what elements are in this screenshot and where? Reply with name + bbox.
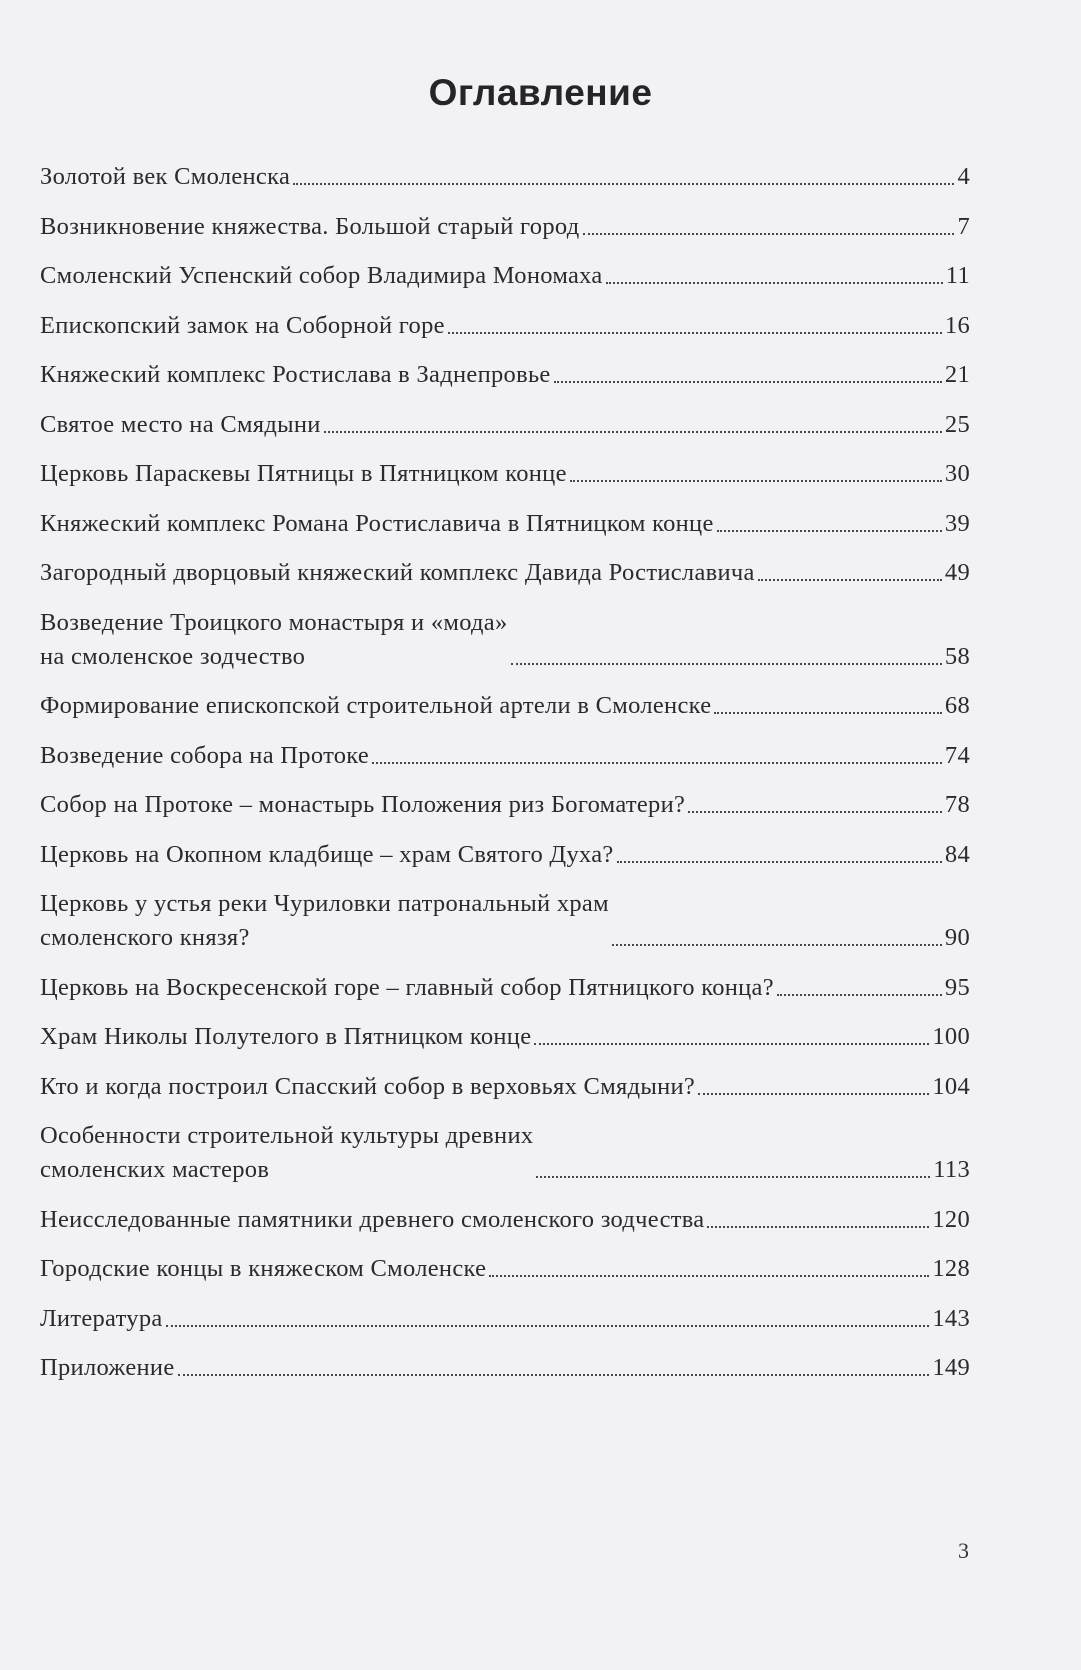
- toc-entry-title: Формирование епископской строительной артели в Смоленске: [40, 692, 712, 719]
- table-of-contents: [40, 160, 970, 1401]
- toc-entry-page: 113: [933, 1156, 970, 1183]
- toc-entry-page: 149: [932, 1354, 970, 1381]
- dot-leader: [489, 1275, 929, 1277]
- dot-leader: [606, 282, 943, 284]
- toc-entry-title: Церковь на Окопном кладбище – храм Святого Духа?: [40, 840, 614, 868]
- toc-entry: [40, 739, 970, 773]
- toc-entry-page: 95: [944, 973, 970, 1001]
- toc-entry-title: Храм Николы Полутелого в Пятницком конце: [40, 1023, 532, 1050]
- toc-entry-title: Епископский замок на Соборной горе: [40, 311, 445, 339]
- dot-leader: [698, 1093, 929, 1095]
- toc-entry-title: Княжеский комплекс Романа Ростиславича в Пятницком конце: [40, 509, 714, 537]
- toc-entry-title: Особенности строительной культуры древних смоленских мастеров: [40, 1122, 534, 1183]
- toc-entry-page: 74: [944, 741, 970, 769]
- toc-entry: [40, 1203, 970, 1237]
- toc-entry-page: 143: [932, 1304, 970, 1332]
- toc-entry-title: Приложение: [40, 1354, 175, 1381]
- dot-leader: [617, 861, 942, 863]
- dot-leader: [554, 381, 942, 383]
- toc-entry: [40, 606, 970, 674]
- toc-entry: [40, 1351, 970, 1385]
- dot-leader: [324, 431, 942, 433]
- toc-entry-page: 100: [932, 1023, 970, 1050]
- toc-entry-page: 58: [944, 642, 970, 670]
- dot-leader: [536, 1176, 930, 1178]
- toc-entry-page: 39: [944, 509, 970, 537]
- toc-entry: [40, 788, 970, 822]
- dot-leader: [372, 762, 942, 764]
- toc-entry: [40, 309, 970, 343]
- toc-entry: [40, 689, 970, 723]
- toc-entry: [40, 210, 970, 244]
- toc-entry-page: 68: [944, 692, 970, 719]
- toc-entry-title: Смоленский Успенский собор Владимира Мономаха: [40, 262, 603, 289]
- toc-entry: [40, 160, 970, 194]
- dot-leader: [293, 183, 954, 185]
- toc-entry-page: 49: [944, 559, 970, 586]
- page-title: Оглавление: [428, 72, 653, 113]
- dot-leader: [688, 811, 942, 813]
- toc-entry-page: 21: [944, 361, 970, 388]
- toc-entry-title: Неисследованные памятники древнего смоленского зодчества: [40, 1205, 705, 1233]
- toc-entry-page: 7: [957, 212, 970, 240]
- page-number: 3: [958, 1538, 969, 1563]
- toc-entry: [40, 1119, 970, 1187]
- toc-entry-page: 84: [944, 840, 970, 868]
- dot-leader: [448, 332, 942, 334]
- toc-entry-page: 120: [932, 1205, 970, 1233]
- toc-entry-title: Церковь Параскевы Пятницы в Пятницком конце: [40, 460, 567, 487]
- dot-leader: [583, 233, 955, 235]
- toc-entry-page: 90: [944, 924, 970, 951]
- toc-entry: [40, 259, 970, 293]
- toc-entry-title: Городские концы в княжеском Смоленске: [40, 1255, 487, 1282]
- dot-leader: [511, 663, 942, 665]
- dot-leader: [717, 530, 942, 532]
- toc-entry: [40, 1020, 970, 1054]
- toc-entry: [40, 1070, 970, 1104]
- toc-entry-title: Возведение Троицкого монастыря и «мода» на смоленское зодчество: [40, 608, 508, 670]
- toc-entry: [40, 1252, 970, 1286]
- toc-entry: [40, 457, 970, 491]
- toc-entry-page: 11: [945, 262, 970, 289]
- toc-entry-title: Церковь на Воскресенской горе – главный собор Пятницкого конца?: [40, 973, 774, 1001]
- toc-entry: [40, 507, 970, 541]
- toc-entry: [40, 838, 970, 872]
- dot-leader: [707, 1226, 929, 1228]
- toc-entry: [40, 971, 970, 1005]
- toc-entry-title: Золотой век Смоленска: [40, 163, 291, 190]
- toc-entry-page: 104: [932, 1072, 970, 1100]
- toc-entry-title: Церковь у устья реки Чуриловки патрональный храм смоленского князя?: [40, 890, 609, 951]
- toc-entry-title: Возникновение княжества. Большой старый город: [40, 212, 580, 240]
- toc-entry-title: Загородный дворцовый княжеский комплекс Давида Ростиславича: [40, 559, 755, 586]
- toc-entry-title: Княжеский комплекс Ростислава в Заднепровье: [40, 361, 551, 388]
- dot-leader: [714, 712, 942, 714]
- toc-entry-page: 16: [944, 311, 970, 339]
- toc-entry-title: Возведение собора на Протоке: [40, 741, 370, 769]
- toc-entry-title: Литература: [40, 1304, 163, 1332]
- toc-entry: [40, 358, 970, 392]
- dot-leader: [570, 480, 942, 482]
- toc-entry: [40, 556, 970, 590]
- dot-leader: [612, 944, 942, 946]
- toc-entry-page: 78: [944, 791, 970, 818]
- toc-entry-title: Кто и когда построил Спасский собор в верховьях Смядыни?: [40, 1072, 696, 1100]
- toc-entry: [40, 1302, 970, 1336]
- dot-leader: [178, 1374, 930, 1376]
- dot-leader: [777, 994, 942, 996]
- toc-entry-title: Святое место на Смядыни: [40, 410, 321, 438]
- toc-entry-title: Собор на Протоке – монастырь Положения риз Богоматери?: [40, 791, 686, 818]
- toc-entry-page: 4: [957, 163, 970, 190]
- toc-entry: [40, 408, 970, 442]
- toc-entry: [40, 887, 970, 955]
- toc-entry-page: 25: [944, 410, 970, 438]
- dot-leader: [534, 1043, 929, 1045]
- dot-leader: [166, 1325, 930, 1327]
- toc-entry-page: 30: [944, 460, 970, 487]
- toc-entry-page: 128: [932, 1255, 970, 1282]
- dot-leader: [758, 579, 942, 581]
